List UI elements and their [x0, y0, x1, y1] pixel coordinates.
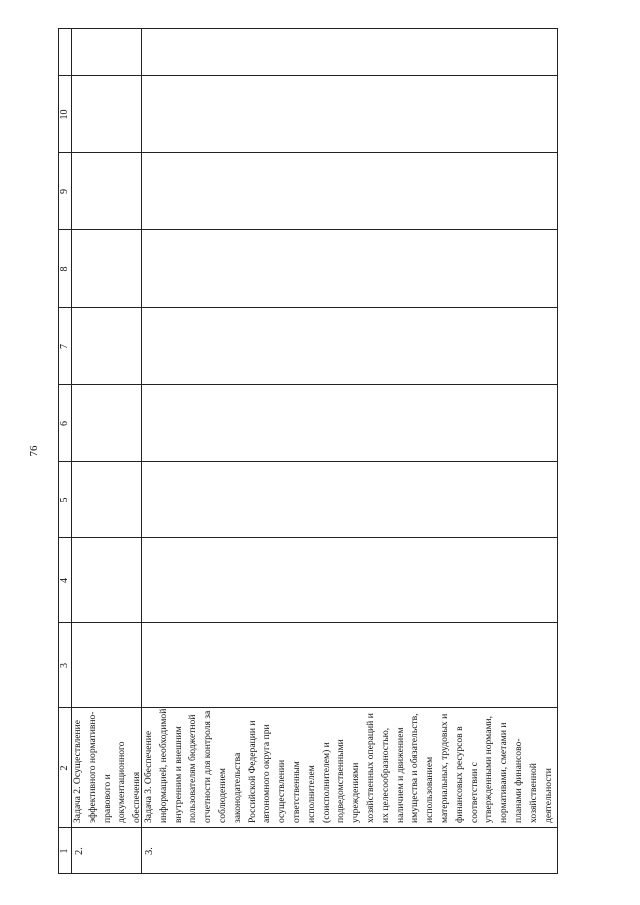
text-line: (соисполнителем) и — [320, 742, 332, 823]
table-bottom-border — [557, 28, 558, 874]
text-line: использованием — [424, 756, 436, 823]
header-col-8: 8 — [59, 266, 70, 272]
text-line: хозяйственной — [527, 763, 539, 823]
column-divider — [58, 75, 558, 76]
text-line: Задача 3. Обеспечение — [143, 730, 154, 823]
text-line: документационного — [116, 741, 128, 823]
column-divider — [58, 152, 558, 153]
text-line: пользователям бюджетной — [187, 714, 199, 823]
header-col-6: 6 — [59, 421, 70, 426]
text-line: правового и — [101, 774, 113, 823]
text-line: Задача 2. Осуществление — [72, 719, 83, 823]
text-line: нормативами, сметами и — [498, 722, 510, 823]
header-col-2: 2 — [59, 765, 70, 771]
text-line: учреждениями — [350, 762, 362, 823]
text-line: материальных, трудовых и — [438, 713, 450, 823]
text-line: финансовых ресурсов в — [453, 726, 465, 823]
row-number: 2. — [74, 847, 85, 855]
column-divider — [58, 827, 558, 828]
data-table — [58, 28, 558, 874]
text-line: наличием и движением — [394, 727, 406, 823]
text-line: Российской Федерации и — [246, 720, 258, 823]
text-line: соблюдением — [216, 768, 228, 823]
text-line: хозяйственных операций и — [364, 713, 376, 823]
header-col-1: 1 — [59, 848, 70, 854]
text-line: эффективного нормативно- — [86, 711, 98, 823]
table-right-border — [58, 28, 558, 29]
header-col-9: 9 — [59, 189, 70, 194]
header-col-7: 7 — [59, 344, 70, 349]
text-line: внутренним и внешним — [172, 726, 184, 823]
text-line: утвержденными нормами, — [483, 715, 495, 823]
header-col-3: 3 — [59, 663, 70, 668]
text-line: законодательства — [231, 752, 243, 823]
task-2-text — [71, 706, 145, 827]
row-number: 3. — [144, 847, 155, 855]
header-col-4: 4 — [59, 578, 70, 583]
column-divider — [58, 384, 558, 385]
table-left-border — [58, 873, 558, 874]
column-divider — [58, 461, 558, 462]
column-divider — [58, 229, 558, 230]
column-divider — [58, 307, 558, 308]
header-col-10: 10 — [59, 109, 70, 120]
text-line: соответствии с — [468, 762, 480, 823]
text-line: осуществлении — [276, 759, 288, 823]
text-line: обеспечения — [131, 771, 143, 823]
text-line: их целесообразностью, — [379, 727, 391, 823]
text-line: исполнителем — [305, 765, 317, 823]
task-3-text — [142, 706, 556, 827]
text-line: деятельности — [542, 768, 554, 823]
text-line: отчетности для контроля за — [202, 710, 214, 823]
text-line: подведомственными — [335, 739, 347, 823]
text-line: информацией, необходимой — [157, 708, 169, 823]
text-line: планами финансово- — [512, 738, 524, 823]
text-line: ответственным — [290, 761, 302, 823]
column-divider — [58, 537, 558, 538]
header-col-5: 5 — [59, 497, 70, 503]
column-divider — [58, 622, 558, 623]
text-line: имущества и обязательств, — [409, 713, 421, 823]
text-line: автономного округа при — [261, 724, 273, 823]
page-number: 76 — [28, 445, 40, 457]
